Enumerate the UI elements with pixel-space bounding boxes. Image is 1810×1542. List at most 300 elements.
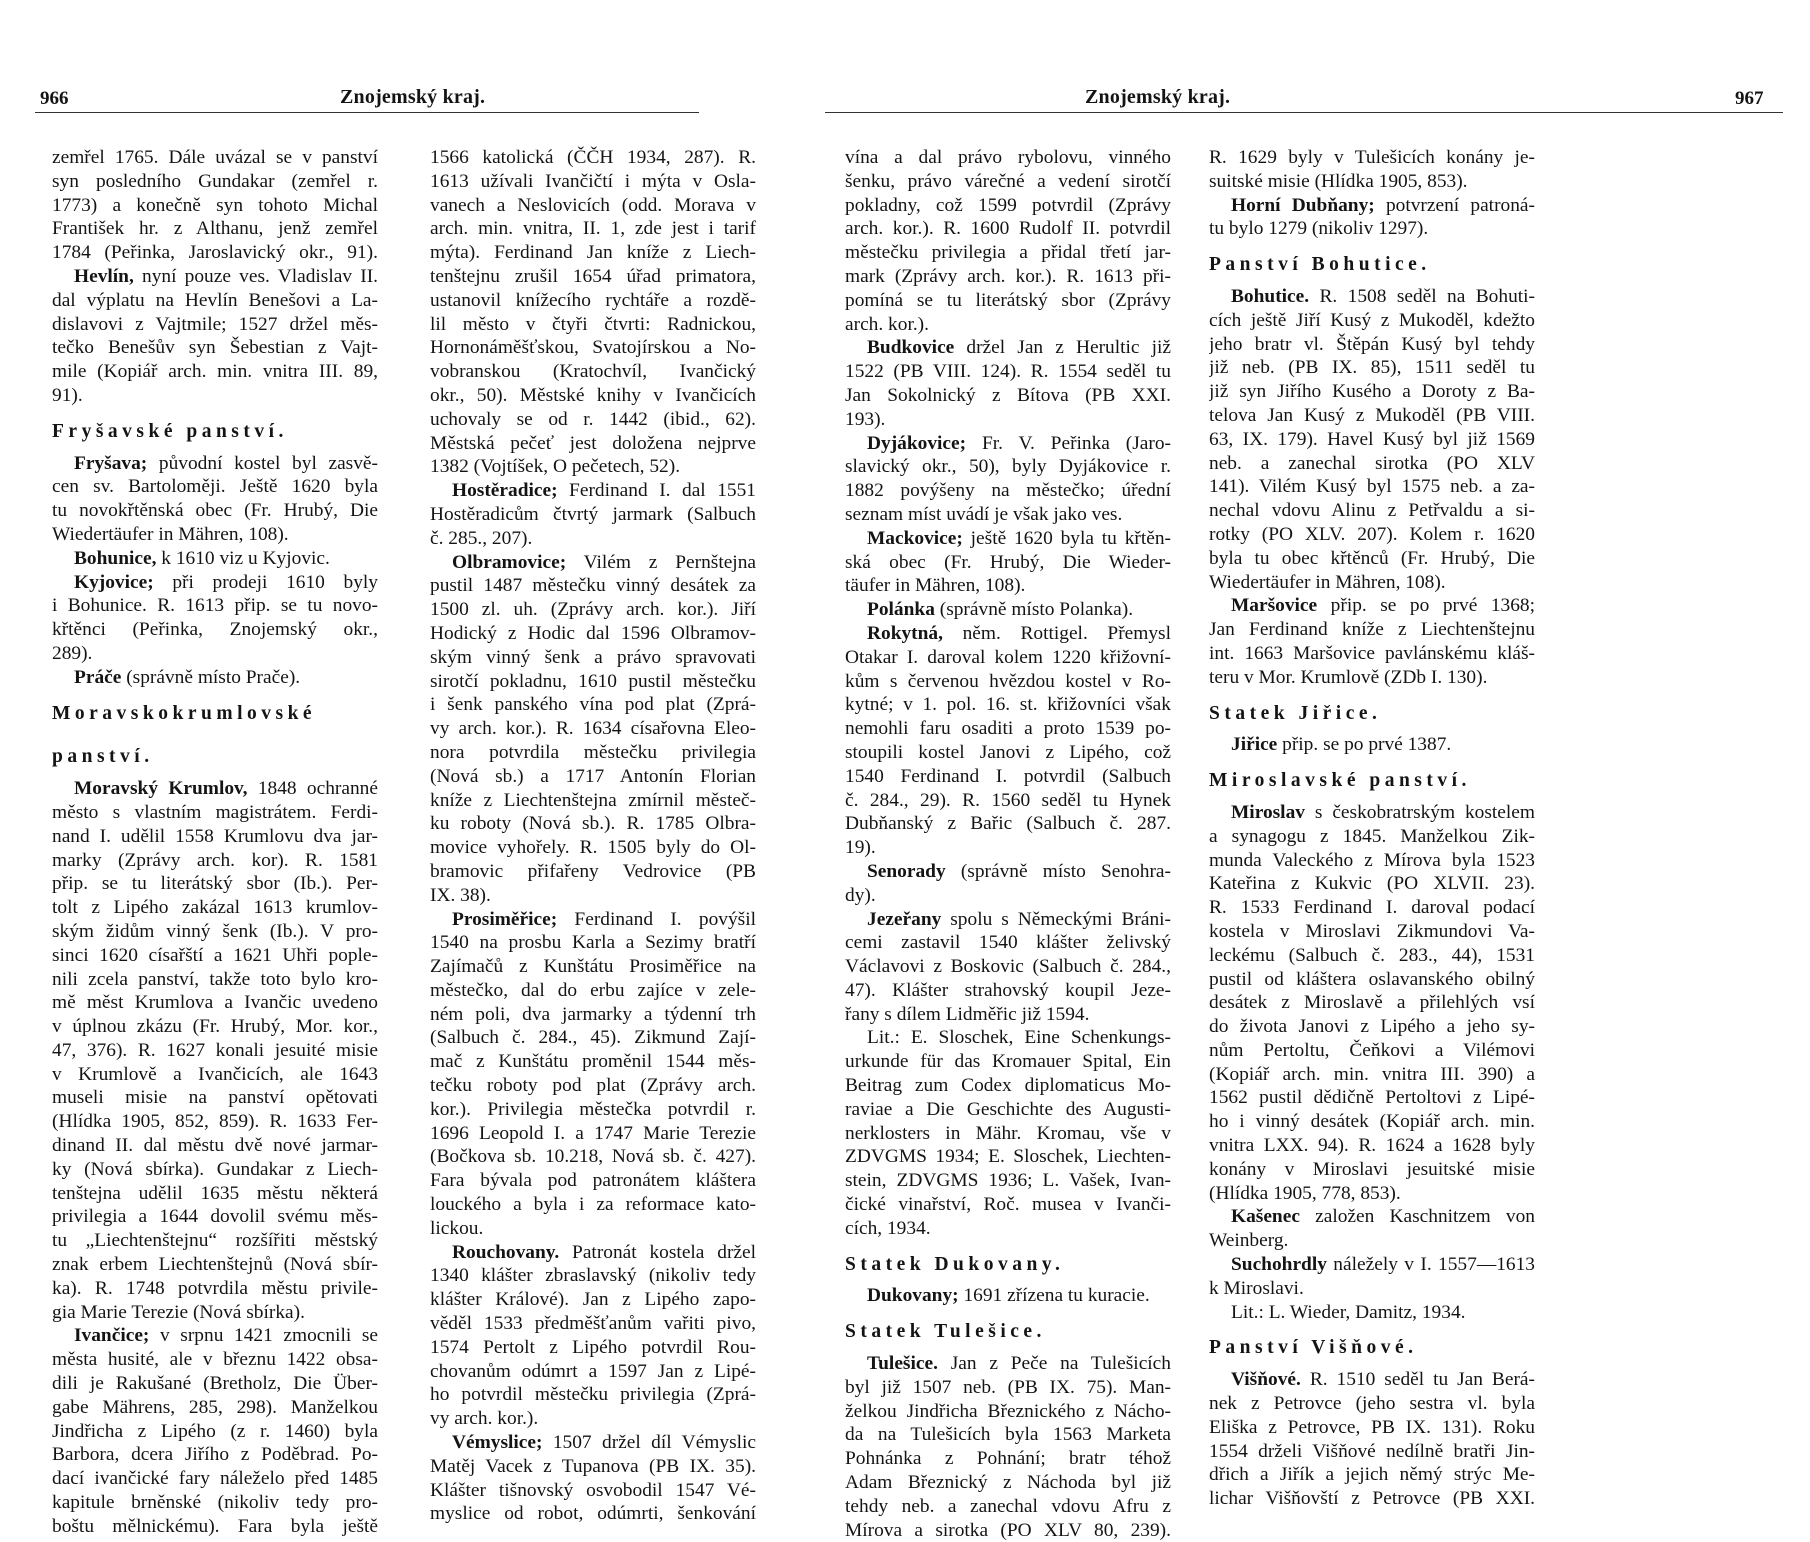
text-line xyxy=(1209,1134,1535,1158)
line-text: arch. min. vnitra, II. 1, zde jest i tarif xyxy=(430,218,756,240)
line-text: a synagogu z 1845. Manželkou Zik- xyxy=(1209,825,1535,847)
entry-headword: Jiřice xyxy=(1231,734,1278,756)
line-text: znak erbem Liechtenštejnů (Nová sbír- xyxy=(52,1254,378,1276)
line-text: 1507 držel díl Vémyslic xyxy=(542,1432,756,1454)
text-line xyxy=(1209,1368,1535,1392)
text-line xyxy=(52,547,378,571)
line-text: mýta). Ferdinand Jan kníže z Liech- xyxy=(430,242,756,264)
line-text: (Kopiář arch. min. vnitra III. 390) a xyxy=(1209,1063,1535,1085)
section-heading: Statek Jiřice. xyxy=(1209,702,1382,724)
line-text: Matěj Vacek z Tupanova (PB IX. 35). xyxy=(430,1455,756,1477)
text-line xyxy=(52,618,378,642)
line-text: náležely v I. 1557—1613 xyxy=(1326,1254,1535,1276)
line-text: R. 1508 seděl na Bohuti- xyxy=(1309,285,1535,307)
line-text: i Bohunice. R. 1613 přip. se tu novo- xyxy=(52,595,378,617)
text-line xyxy=(52,944,378,968)
text-line xyxy=(430,432,756,456)
line-text: arch. kor.). xyxy=(845,313,929,335)
left-page xyxy=(0,0,905,1537)
text-line xyxy=(1209,1063,1535,1087)
text-line xyxy=(845,241,1171,265)
line-text: do života Janovi z Lipého a jeho sy- xyxy=(1209,1016,1535,1038)
text-line xyxy=(430,574,756,598)
line-text: 1340 klášter zbraslavský (nikoliv tedy xyxy=(430,1265,756,1287)
text-line xyxy=(430,1431,756,1455)
text-line xyxy=(52,1253,378,1277)
entry-headword: Olbramovice; xyxy=(452,551,567,573)
text-line xyxy=(52,1396,378,1420)
text-line xyxy=(845,1003,1171,1027)
text-column xyxy=(52,146,378,1539)
entry-headword: Rouchovany. xyxy=(452,1241,560,1263)
line-text: Patronát kostela držel xyxy=(559,1241,756,1263)
text-line xyxy=(52,1039,378,1063)
text-line xyxy=(1209,872,1535,896)
line-text: byla tu obec křtěnců (Fr. Hrubý, Die xyxy=(1209,547,1535,569)
line-text: raviae a Die Geschichte des Augusti- xyxy=(845,1098,1171,1120)
text-line xyxy=(845,1284,1171,1308)
running-title: Znojemský kraj. xyxy=(340,86,486,108)
line-text: Ferdinand I. dal 1551 xyxy=(557,480,756,502)
line-text: věděl 1533 předměšťanům vařiti pivo, xyxy=(430,1313,756,1335)
line-text: cích, 1934. xyxy=(845,1217,931,1239)
text-line xyxy=(430,1098,756,1122)
line-text: okr., 50). Městské knihy v Ivančicích xyxy=(430,384,756,406)
text-line xyxy=(845,527,1171,551)
text-line xyxy=(52,849,378,873)
line-text: rotky (PO XLV. 207). Kolem r. 1620 xyxy=(1209,523,1535,545)
text-line xyxy=(52,1086,378,1110)
text-line xyxy=(52,991,378,1015)
text-line xyxy=(52,289,378,313)
text-line xyxy=(845,146,1171,170)
line-text: 1691 zřízena tu kuracie. xyxy=(958,1285,1150,1307)
text-line xyxy=(845,360,1171,384)
text-line xyxy=(52,1229,378,1253)
text-line xyxy=(1209,594,1535,618)
text-line xyxy=(430,384,756,408)
text-line xyxy=(52,360,378,384)
line-text: Beitrag zum Codex diplomaticus Mo- xyxy=(845,1075,1171,1097)
line-text: zemřel 1765. Dále uvázal se v panství xyxy=(52,147,378,168)
line-text: arch. kor.). R. 1600 Rudolf II. potvrdil xyxy=(845,218,1171,240)
text-line xyxy=(52,777,378,801)
text-line xyxy=(52,666,378,690)
text-line xyxy=(845,1352,1171,1376)
line-text: privilegia a 1644 dovolil svému měs- xyxy=(52,1206,378,1228)
text-line xyxy=(52,1443,378,1467)
line-text: stoupili kostel Janovi z Lipého, což xyxy=(845,741,1171,763)
entry-headword: Ivančice; xyxy=(74,1325,150,1347)
line-text: potvrzení patroná- xyxy=(1374,194,1535,216)
line-text: 289). xyxy=(52,642,93,664)
line-text: v úplnou zkázu (Fr. Hrubý, Mor. kor., xyxy=(52,1016,378,1038)
text-line xyxy=(1209,642,1535,666)
text-line xyxy=(430,313,756,337)
text-line xyxy=(52,571,378,595)
line-text: tenštejnu zrušil 1654 úřad primatora, xyxy=(430,265,756,287)
page-number: 967 xyxy=(1735,88,1764,109)
entry-headword: Práče xyxy=(74,666,122,688)
line-text: (správně místo Prače). xyxy=(121,666,301,688)
text-line xyxy=(845,1519,1171,1542)
text-line xyxy=(430,1145,756,1169)
line-text: vobranskou (Kratochvíl, Ivančický xyxy=(430,361,756,383)
line-text: 1773) a konečně syn tohoto Michal xyxy=(52,194,378,216)
line-text: mark (Zprávy arch. kor.). R. 1613 při- xyxy=(845,265,1171,287)
line-text: Mírova a sirotka (PO XLV 80, 239). xyxy=(845,1519,1171,1541)
text-line xyxy=(430,527,756,551)
line-text: s českobratrským kostelem xyxy=(1304,801,1535,823)
text-line xyxy=(1209,380,1535,404)
text-line xyxy=(430,241,756,265)
text-line xyxy=(1209,523,1535,547)
text-line xyxy=(1209,920,1535,944)
entry-headword: Suchohrdly xyxy=(1231,1254,1327,1276)
line-text: pokladny, což 1599 potvrdil (Zprávy xyxy=(845,194,1171,216)
text-line xyxy=(845,574,1171,598)
text-line xyxy=(845,455,1171,479)
text-line xyxy=(52,1158,378,1182)
entry-headword: Kyjovice; xyxy=(74,571,154,593)
text-line xyxy=(430,1003,756,1027)
line-text: 63, IX. 179). Havel Kusý byl již 1569 xyxy=(1209,428,1535,450)
text-column xyxy=(845,146,1171,1542)
text-line xyxy=(430,836,756,860)
text-line xyxy=(845,217,1171,241)
text-line xyxy=(845,765,1171,789)
line-text: šenku, právo várečné a vedení sirotčí xyxy=(845,170,1171,192)
text-line xyxy=(430,1217,756,1241)
line-text: k Miroslavi. xyxy=(1209,1277,1304,1299)
entry-headword: Hostěradice; xyxy=(452,480,558,502)
line-text: 1554 drželi Višňové nedílně bratři Jin- xyxy=(1209,1440,1535,1462)
text-line xyxy=(845,789,1171,813)
line-text: nora potvrdila městečku privilegia xyxy=(430,741,756,763)
text-line xyxy=(1209,618,1535,642)
line-text: 141). Vilém Kusý byl 1575 neb. a za- xyxy=(1209,476,1535,498)
text-line xyxy=(430,717,756,741)
line-text: 1696 Leopold I. a 1747 Marie Terezie xyxy=(430,1122,756,1144)
text-line xyxy=(430,955,756,979)
line-text: městečku privilegia a přidal třetí jar- xyxy=(845,242,1171,264)
line-text: dili je Rakušané (Bretholz, Die Über- xyxy=(52,1373,378,1395)
line-text: myslice od robot, odúmrti, šenkování xyxy=(430,1503,756,1525)
text-line xyxy=(1209,1440,1535,1464)
text-line xyxy=(52,1420,378,1444)
text-line xyxy=(845,1169,1171,1193)
line-text: 47). Klášter strahovský koupil Jeze- xyxy=(845,979,1171,1001)
line-text: Jan z Peče na Tulešicích xyxy=(937,1353,1171,1375)
line-text: vína a dal právo rybolovu, vinného xyxy=(845,147,1171,168)
text-line xyxy=(430,265,756,289)
line-text: tenštejna udělil 1635 městu některá xyxy=(52,1182,378,1204)
text-line xyxy=(430,1336,756,1360)
text-line xyxy=(845,408,1171,432)
line-text: movice vyhořely. R. 1505 byly do Ol- xyxy=(430,837,756,859)
line-text: teru v Mor. Krumlově (ZDb I. 130). xyxy=(1209,666,1488,688)
text-line xyxy=(845,265,1171,289)
line-text: neb. a zanechal sirotka (PO XLV xyxy=(1209,452,1535,474)
line-text: kníže z Liechtenštejna zmírnil městeč- xyxy=(430,789,756,811)
text-line xyxy=(52,523,378,547)
text-line xyxy=(52,265,378,289)
line-text: munda Valeckého z Mírova byla 1523 xyxy=(1209,849,1535,871)
text-line xyxy=(1209,1463,1535,1487)
line-text: Fr. V. Peřinka (Jaro- xyxy=(966,432,1171,454)
line-text: dy). xyxy=(845,884,876,906)
text-line xyxy=(430,884,756,908)
text-line xyxy=(845,622,1171,646)
section-heading: Miroslavské panství. xyxy=(1209,770,1471,792)
text-line xyxy=(845,646,1171,670)
line-text: ho i vinný desátek (Kopiář arch. min. xyxy=(1209,1111,1535,1133)
text-line xyxy=(845,670,1171,694)
text-line xyxy=(1209,217,1535,241)
section-heading: Statek Dukovany. xyxy=(845,1253,1065,1275)
line-text: R. 1510 seděl tu Jan Berá- xyxy=(1300,1369,1535,1391)
text-line xyxy=(52,499,378,523)
line-text: tu bylo 1279 (nikoliv 1297). xyxy=(1209,218,1429,240)
text-column xyxy=(430,146,756,1526)
line-text: přip. se po prvé 1368; xyxy=(1317,595,1535,617)
text-line xyxy=(430,217,756,241)
line-text: Adam Březnický z Náchoda byl již xyxy=(845,1472,1171,1494)
line-text: nechal vdovu Alinu z Petřvaldu a si- xyxy=(1209,500,1535,522)
entry-headword: Hevlín, xyxy=(74,265,134,287)
line-text: vnitra LXX. 94). R. 1624 a 1628 byly xyxy=(1209,1135,1535,1157)
text-line xyxy=(845,1471,1171,1495)
line-text: města husité, ale v březnu 1422 obsa- xyxy=(52,1349,378,1371)
text-line xyxy=(52,241,378,265)
text-line xyxy=(1209,452,1535,476)
line-text: 1613 užívali Ivančičtí i mýta v Osla- xyxy=(430,170,756,192)
text-line xyxy=(845,1423,1171,1447)
text-line xyxy=(845,289,1171,313)
line-text: městečko, dal do erbu zajíce v zele- xyxy=(430,979,756,1001)
text-line xyxy=(1209,428,1535,452)
line-text: leckému (Salbuch č. 283., 44), 1531 xyxy=(1209,944,1535,966)
text-line xyxy=(52,1110,378,1134)
entry-headword: Moravský Krumlov, xyxy=(74,778,248,800)
entry-headword: Vémyslice; xyxy=(452,1432,543,1454)
text-line xyxy=(845,812,1171,836)
text-line xyxy=(430,1074,756,1098)
entry-headword: Miroslav xyxy=(1231,801,1305,823)
line-text: tehdy neb. a zanechal vdovu Afru z xyxy=(845,1495,1171,1517)
line-text: ném poli, dva jarmarky a týdenní trh xyxy=(430,1003,756,1025)
section-heading: panství. xyxy=(52,746,154,768)
text-line xyxy=(1209,733,1535,757)
line-text: Fara bývala pod patronátem kláštera xyxy=(430,1170,756,1192)
line-text: Hornonáměšťskou, Svatojírskou a No- xyxy=(430,337,756,359)
text-line xyxy=(52,825,378,849)
text-line xyxy=(845,1376,1171,1400)
text-line xyxy=(430,812,756,836)
line-text: č. 285., 207). xyxy=(430,527,533,549)
text-line xyxy=(845,1098,1171,1122)
line-text: dislavovi z Vajtmile; 1527 držel měs- xyxy=(52,313,378,335)
text-line xyxy=(430,1479,756,1503)
text-line xyxy=(1209,170,1535,194)
line-text: Otakar I. daroval kolem 1220 křižovní- xyxy=(845,646,1171,668)
text-line xyxy=(52,1205,378,1229)
entry-headword: Maršovice xyxy=(1231,595,1318,617)
section-heading: Statek Tulešice. xyxy=(845,1321,1046,1343)
text-line xyxy=(845,1026,1171,1050)
line-text: vanech a Neslovicích (odd. Morava v xyxy=(430,194,756,216)
line-text: Hodický z Hodic dal 1596 Olbramov- xyxy=(430,622,756,644)
entry-headword: Dyjákovice; xyxy=(867,432,967,454)
text-line xyxy=(430,551,756,575)
line-text: konány v Miroslavi jesuitské misie xyxy=(1209,1158,1535,1180)
line-text: Weinberg. xyxy=(1209,1230,1289,1252)
line-text: Jan Sokolnický z Bítova (PB XXI. xyxy=(845,384,1171,406)
text-line xyxy=(1209,1110,1535,1134)
entry-headword: Polánka xyxy=(867,599,935,621)
line-text: čické vinařství, Roč. musea v Ivanči- xyxy=(845,1194,1171,1216)
section-heading: Panství Višňové. xyxy=(1209,1337,1418,1359)
section-heading: Fryšavské panství. xyxy=(52,420,288,442)
line-text: täufer in Mähren, 108). xyxy=(845,575,1026,597)
text-line xyxy=(845,693,1171,717)
line-text: k 1610 viz u Kyjovic. xyxy=(156,547,330,569)
line-text: držel Jan z Herultic již xyxy=(954,337,1171,359)
text-line xyxy=(845,741,1171,765)
text-line xyxy=(1209,1039,1535,1063)
text-line xyxy=(52,1015,378,1039)
text-line xyxy=(430,146,756,170)
line-text: město s vlastním magistrátem. Ferdi- xyxy=(52,801,378,823)
line-text: spolu s Německými Bráni- xyxy=(941,908,1171,930)
text-line xyxy=(1209,991,1535,1015)
line-text: nemohli faru osaditi a proto 1539 po- xyxy=(845,718,1171,740)
text-line xyxy=(430,789,756,813)
text-line xyxy=(1209,1277,1535,1301)
text-line xyxy=(430,479,756,503)
entry-headword: Bohutice. xyxy=(1231,285,1310,307)
text-line xyxy=(845,884,1171,908)
text-line xyxy=(52,336,378,360)
line-text: lichar Višňovští z Petrovce (PB XXI. xyxy=(1209,1488,1535,1510)
text-line xyxy=(430,622,756,646)
text-line xyxy=(845,1122,1171,1146)
line-text: mile (Kopiář arch. min. vnitra III. 89, xyxy=(52,361,378,383)
text-line xyxy=(52,1372,378,1396)
line-text: (Bočkova sb. 10.218, Nová sb. č. 427). xyxy=(430,1146,756,1168)
text-line xyxy=(845,931,1171,955)
line-text: ským vinný šenk a právo spravovati xyxy=(430,646,756,668)
text-line xyxy=(430,1050,756,1074)
text-line xyxy=(430,1502,756,1526)
line-text: dal výplatu na Hevlín Benešovi a La- xyxy=(52,289,378,311)
text-line xyxy=(1209,1416,1535,1440)
text-line xyxy=(845,432,1171,456)
line-text: nek z Petrovce (jeho sestra vl. byla xyxy=(1209,1393,1535,1415)
line-text: 47, 376). R. 1627 konali jesuité misie xyxy=(52,1039,378,1061)
line-text: lickou. xyxy=(430,1217,484,1239)
text-line xyxy=(1209,1229,1535,1253)
text-line xyxy=(430,1455,756,1479)
text-line xyxy=(1209,849,1535,873)
text-line xyxy=(52,170,378,194)
text-line xyxy=(1209,404,1535,428)
text-line xyxy=(430,1288,756,1312)
text-line xyxy=(1209,309,1535,333)
text-line xyxy=(52,313,378,337)
text-line xyxy=(845,336,1171,360)
text-line xyxy=(430,1407,756,1431)
text-line xyxy=(845,1495,1171,1519)
line-text: 1540 na prosbu Karla a Sezimy bratří xyxy=(430,932,756,954)
line-text: ky (Nová sbírka). Gundakar z Liech- xyxy=(52,1158,378,1180)
text-line xyxy=(430,1383,756,1407)
line-text: 1562 pustil dědičně Pertoltovi z Lipé- xyxy=(1209,1087,1535,1109)
section-heading: Moravskokrumlovské xyxy=(52,702,317,724)
text-line xyxy=(1209,1487,1535,1511)
line-text: (správně místo Senohra- xyxy=(945,860,1171,882)
line-text: ustanovil knížecího rychtáře a rozdě- xyxy=(430,289,756,311)
line-text: dřich a Jiřík a jejich němý strýc Me- xyxy=(1209,1464,1535,1486)
text-line xyxy=(52,642,378,666)
page-number: 966 xyxy=(40,88,69,109)
line-text: Dubňanský z Bařic (Salbuch č. 287. xyxy=(845,813,1171,835)
line-text: želkou Jindřicha Březnického z Nácho- xyxy=(845,1400,1171,1422)
line-text: desátek z Miroslavě a přilehlých vsí xyxy=(1209,992,1535,1014)
section-heading: Panství Bohutice. xyxy=(1209,254,1431,276)
text-line xyxy=(430,1241,756,1265)
line-text: stein, ZDVGMS 1936; L. Vašek, Ivan- xyxy=(845,1170,1171,1192)
line-text: cen sv. Bartoloměji. Ještě 1620 byla xyxy=(52,476,378,498)
text-line xyxy=(430,860,756,884)
line-text: urkunde für das Kromauer Spital, Ein xyxy=(845,1051,1171,1073)
line-text: gia Marie Terezie (Nová sbírka). xyxy=(52,1301,305,1323)
text-line xyxy=(1209,475,1535,499)
line-text: ským židům vinný šenk (Ib.). V pro- xyxy=(52,920,378,942)
line-text: kům s červenou hvězdou kostel v Ro- xyxy=(845,670,1171,692)
line-text: Klášter tišnovský osvobodil 1547 Vé- xyxy=(430,1479,756,1501)
text-line xyxy=(52,968,378,992)
text-line xyxy=(430,598,756,622)
line-text: slavický okr., 50), byly Dyjákovice r. xyxy=(845,456,1171,478)
text-line xyxy=(430,1193,756,1217)
line-text: Pohnánka z Pohnání; bratr téhož xyxy=(845,1448,1171,1470)
line-text: 19). xyxy=(845,837,876,859)
text-line xyxy=(1209,547,1535,571)
line-text: kostela v Miroslavi Zikmundovi Va- xyxy=(1209,920,1535,942)
text-line xyxy=(430,741,756,765)
line-text: 1540 Ferdinand I. potvrdil (Salbuch xyxy=(845,765,1171,787)
text-line xyxy=(1209,194,1535,218)
text-line xyxy=(1209,333,1535,357)
text-line xyxy=(845,384,1171,408)
text-line xyxy=(1209,1253,1535,1277)
line-text: František hr. z Althanu, jenž zemřel xyxy=(52,218,378,240)
text-line xyxy=(430,194,756,218)
line-text: tu novokřtěnská obec (Fr. Hrubý, Die xyxy=(52,500,378,522)
entry-headword: Višňové. xyxy=(1231,1369,1301,1391)
line-text: 1566 katolická (ČČH 1934, 287). R. xyxy=(430,147,756,168)
line-text: nům Pertoltu, Čeňkovi a Vilémovi xyxy=(1209,1039,1535,1061)
line-text: nili zcela panství, takže toto bylo kro- xyxy=(52,968,378,990)
text-line xyxy=(52,1491,378,1515)
line-text: museli misie na panství opětovati xyxy=(52,1087,378,1109)
line-text: IX. 38). xyxy=(430,884,491,906)
line-text: č. 284., 29). R. 1560 seděl tu Hynek xyxy=(845,789,1171,811)
line-text: přip. se po prvé 1387. xyxy=(1277,734,1452,756)
header-rule xyxy=(35,112,699,113)
text-line xyxy=(430,908,756,932)
